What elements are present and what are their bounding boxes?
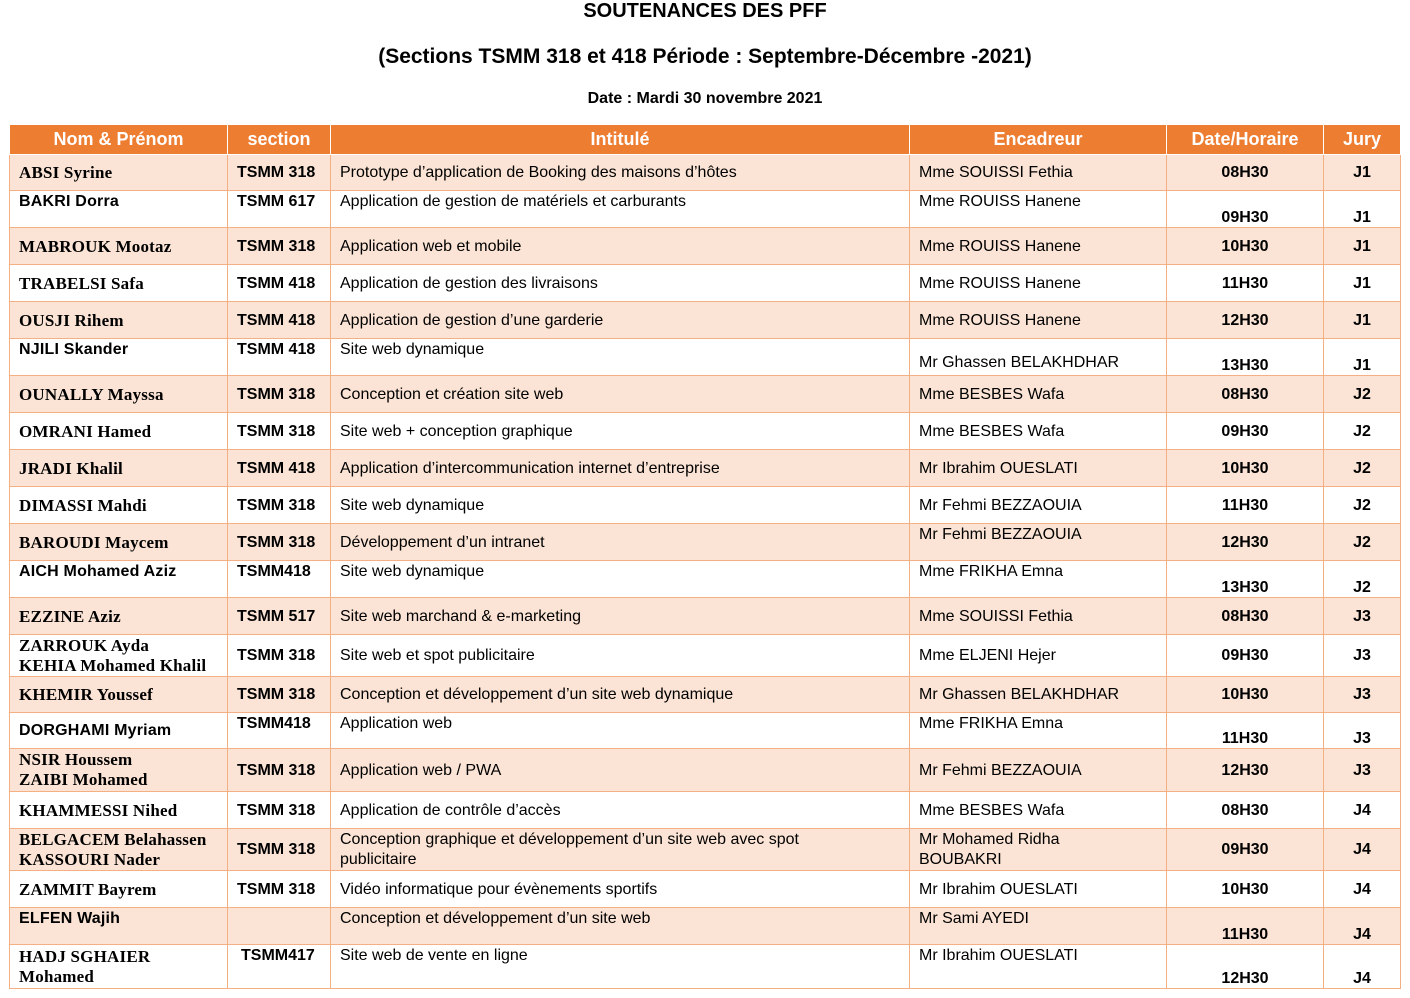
cell-jury: J1 [1324,228,1401,265]
cell-supervisor: Mme ROUISS Hanene [910,191,1167,228]
cell-time: 08H30 [1167,376,1324,413]
table-row [10,302,1401,339]
cell-title: Application de gestion de matériels et carburants [331,191,910,228]
cell-time: 08H30 [1167,792,1324,829]
cell-title: Site web + conception graphique [331,413,910,450]
cell-time: 10H30 [1167,450,1324,487]
cell-section: TSMM 418 [228,450,331,487]
cell-section: TSMM 318 [228,792,331,829]
cell-jury: J3 [1324,598,1401,635]
cell-jury: J1 [1324,265,1401,302]
table-row [10,228,1401,265]
cell-title: Application de contrôle d’accès [331,792,910,829]
cell-name [10,945,228,989]
cell-supervisor: Mr Ghassen BELAKHDHAR [910,677,1167,713]
cell-name: TRABELSI Safa [10,265,228,302]
cell-time: 12H30 [1167,524,1324,561]
cell-time: 10H30 [1167,228,1324,265]
cell-time: 13H30 [1167,339,1324,376]
table-row [10,945,1401,989]
cell-supervisor: Mr Ghassen BELAKHDHAR [910,339,1167,376]
cell-title: Site web dynamique [331,487,910,524]
cell-time: 10H30 [1167,871,1324,908]
cell-jury: J3 [1324,677,1401,713]
cell-time: 08H30 [1167,155,1324,191]
cell-name: DORGHAMI Myriam [10,713,228,749]
cell-time: 13H30 [1167,561,1324,598]
cell-title: Site web dynamique [331,561,910,598]
cell-name: ELFEN Wajih [10,908,228,945]
table-row [10,749,1401,792]
cell-name: OUNALLY Mayssa [10,376,228,413]
cell-section: TSMM 318 [228,524,331,561]
cell-jury: J3 [1324,635,1401,677]
cell-time: 12H30 [1167,945,1324,989]
cell-jury: J3 [1324,713,1401,749]
cell-jury: J1 [1324,339,1401,376]
cell-section: TSMM 318 [228,228,331,265]
table-row [10,598,1401,635]
cell-section: TSMM417 [228,945,331,989]
column-header-title: Intitulé [331,125,910,155]
table-row [10,713,1401,749]
name-line-2: ZAIBI Mohamed [19,770,148,789]
cell-section: TSMM 318 [228,376,331,413]
cell-jury: J4 [1324,908,1401,945]
cell-title: Application web / PWA [331,749,910,792]
column-header-time: Date/Horaire [1167,125,1324,155]
cell-supervisor: Mr Sami AYEDI [910,908,1167,945]
cell-section: TSMM 318 [228,871,331,908]
cell-name [10,635,228,677]
cell-time: 11H30 [1167,487,1324,524]
cell-time: 11H30 [1167,265,1324,302]
column-header-name: Nom & Prénom [10,125,228,155]
cell-title: Conception et développement d’un site web [331,908,910,945]
name-line-1: ZARROUK Ayda [19,635,150,655]
table-row [10,524,1401,561]
cell-section: TSMM 318 [228,635,331,677]
title-line-1: Conception graphique et développement d’un site web avec spot [340,830,799,848]
table-row [10,413,1401,450]
title-line-2: publicitaire [340,850,417,868]
cell-title: Application web et mobile [331,228,910,265]
cell-time: 11H30 [1167,908,1324,945]
cell-title: Site web et spot publicitaire [331,635,910,677]
cell-time: 09H30 [1167,191,1324,228]
document-date: Date : Mardi 30 novembre 2021 [587,90,823,107]
cell-supervisor: Mr Fehmi BEZZAOUIA [910,487,1167,524]
cell-jury: J4 [1324,792,1401,829]
cell-supervisor: Mr Ibrahim OUESLATI [910,450,1167,487]
cell-jury: J2 [1324,450,1401,487]
cell-name: NJILI Skander [10,339,228,376]
table-row [10,677,1401,713]
cell-name: OMRANI Hamed [10,413,228,450]
cell-section: TSMM 418 [228,265,331,302]
cell-section: TSMM 617 [228,191,331,228]
cell-jury: J3 [1324,749,1401,792]
cell-section: TSMM418 [228,713,331,749]
cell-title: Application d’intercommunication internet d’entreprise [331,450,910,487]
cell-time: 09H30 [1167,829,1324,871]
name-line-2: KEHIA Mohamed Khalil [19,655,207,675]
cell-title: Prototype d’application de Booking des maisons d’hôtes [331,155,910,191]
cell-supervisor: Mr Ibrahim OUESLATI [910,871,1167,908]
cell-supervisor [910,829,1167,871]
cell-time: 10H30 [1167,677,1324,713]
cell-title: Application web [331,713,910,749]
cell-title: Site web de vente en ligne [331,945,910,989]
cell-jury: J2 [1324,413,1401,450]
cell-section: TSMM 318 [228,677,331,713]
table-row [10,339,1401,376]
cell-supervisor: Mme BESBES Wafa [910,413,1167,450]
cell-jury: J2 [1324,561,1401,598]
table-header-row [10,125,1401,155]
name-line-2: KASSOURI Nader [19,849,161,869]
cell-name [10,749,228,792]
cell-time: 12H30 [1167,749,1324,792]
table-row [10,792,1401,829]
cell-supervisor: Mr Fehmi BEZZAOUIA [910,524,1167,561]
column-header-section: section [228,125,331,155]
cell-supervisor: Mme ELJENI Hejer [910,635,1167,677]
cell-section: TSMM 418 [228,302,331,339]
cell-time: 09H30 [1167,635,1324,677]
table-row [10,561,1401,598]
cell-jury: J4 [1324,871,1401,908]
table-row [10,265,1401,302]
cell-name: BAROUDI Maycem [10,524,228,561]
schedule-table [9,125,1401,989]
cell-section: TSMM 318 [228,155,331,191]
name-line-2: Mohamed [19,966,95,986]
name-line-1: NSIR Houssem [19,750,133,769]
cell-name: MABROUK Mootaz [10,228,228,265]
cell-title: Site web marchand & e-marketing [331,598,910,635]
supervisor-line-2: BOUBAKRI [919,850,1002,868]
cell-section: TSMM 318 [228,749,331,792]
cell-name [10,829,228,871]
cell-name: AICH Mohamed Aziz [10,561,228,598]
supervisor-line-1: Mr Mohamed Ridha [919,830,1060,848]
cell-jury: J1 [1324,155,1401,191]
cell-time: 11H30 [1167,713,1324,749]
table-row [10,908,1401,945]
cell-supervisor: Mr Ibrahim OUESLATI [910,945,1167,989]
table-row [10,376,1401,413]
cell-name: ABSI Syrine [10,155,228,191]
cell-supervisor: Mr Fehmi BEZZAOUIA [910,749,1167,792]
cell-name: EZZINE Aziz [10,598,228,635]
cell-section: TSMM 318 [228,487,331,524]
document-title: SOUTENANCES DES PFF [583,0,827,22]
cell-jury: J2 [1324,524,1401,561]
cell-time: 12H30 [1167,302,1324,339]
cell-section: TSMM 318 [228,829,331,871]
cell-section: TSMM 418 [228,339,331,376]
cell-jury: J2 [1324,376,1401,413]
cell-supervisor: Mme BESBES Wafa [910,792,1167,829]
column-header-supervisor: Encadreur [910,125,1167,155]
cell-supervisor: Mme SOUISSI Fethia [910,598,1167,635]
cell-name: KHEMIR Youssef [10,677,228,713]
cell-jury: J1 [1324,302,1401,339]
cell-name: JRADI Khalil [10,450,228,487]
table-row [10,635,1401,677]
table-row [10,450,1401,487]
cell-title: Application de gestion d’une garderie [331,302,910,339]
cell-supervisor: Mme BESBES Wafa [910,376,1167,413]
cell-supervisor: Mme ROUISS Hanene [910,265,1167,302]
cell-time: 09H30 [1167,413,1324,450]
cell-supervisor: Mme FRIKHA Emna [910,561,1167,598]
table-row [10,829,1401,871]
cell-title: Application de gestion des livraisons [331,265,910,302]
table-row [10,191,1401,228]
column-header-jury: Jury [1324,125,1401,155]
cell-title: Site web dynamique [331,339,910,376]
cell-title: Développement d’un intranet [331,524,910,561]
table-row [10,155,1401,191]
cell-supervisor: Mme SOUISSI Fethia [910,155,1167,191]
cell-name: BAKRI Dorra [10,191,228,228]
cell-name: DIMASSI Mahdi [10,487,228,524]
cell-name: OUSJI Rihem [10,302,228,339]
cell-supervisor: Mme FRIKHA Emna [910,713,1167,749]
cell-title: Vidéo informatique pour évènements sportifs [331,871,910,908]
cell-title [331,829,910,871]
cell-supervisor: Mme ROUISS Hanene [910,228,1167,265]
cell-name: KHAMMESSI Nihed [10,792,228,829]
cell-supervisor: Mme ROUISS Hanene [910,302,1167,339]
cell-title: Conception et développement d’un site web dynamique [331,677,910,713]
cell-name: ZAMMIT Bayrem [10,871,228,908]
cell-section: TSMM 318 [228,413,331,450]
cell-section: TSMM 517 [228,598,331,635]
table-row [10,871,1401,908]
cell-jury: J4 [1324,829,1401,871]
name-line-1: HADJ SGHAIER [19,946,151,966]
cell-jury: J2 [1324,487,1401,524]
cell-jury: J4 [1324,945,1401,989]
cell-section [228,908,331,945]
name-line-1: BELGACEM Belahassen [19,829,207,849]
cell-jury: J1 [1324,191,1401,228]
cell-time: 08H30 [1167,598,1324,635]
table-row [10,487,1401,524]
cell-title: Conception et création site web [331,376,910,413]
cell-section: TSMM418 [228,561,331,598]
document-subtitle: (Sections TSMM 318 et 418 Période : Septembre-Décembre -2021) [378,45,1032,68]
